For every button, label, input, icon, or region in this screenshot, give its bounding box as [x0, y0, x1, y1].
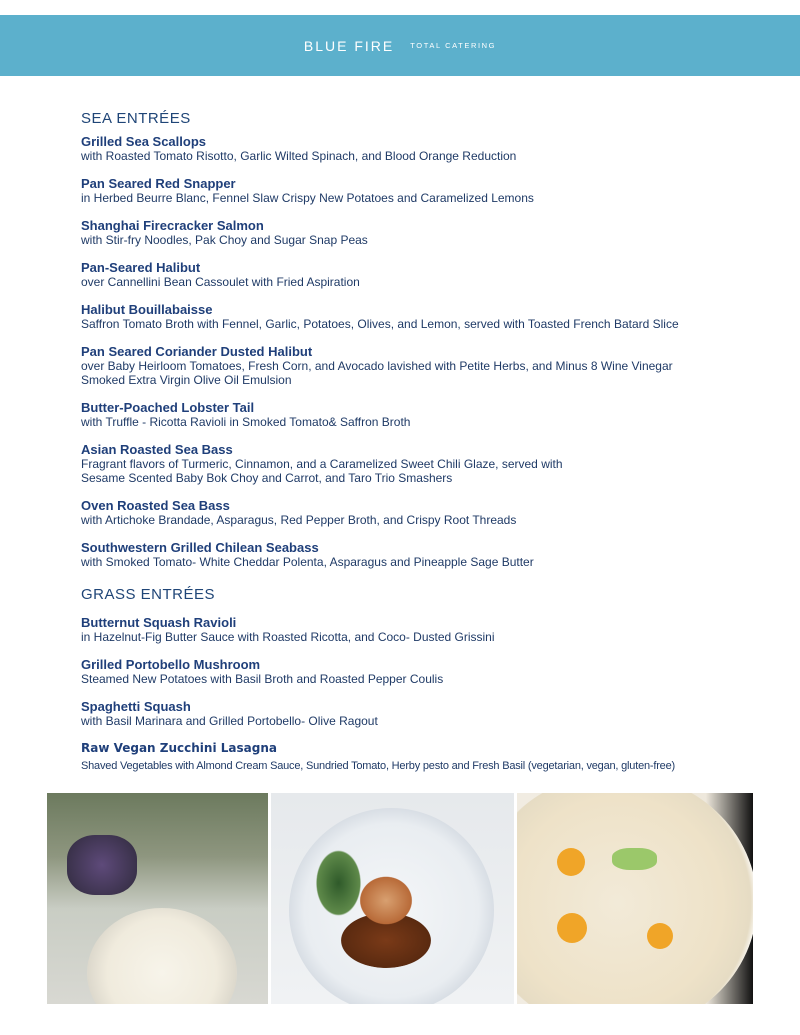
menu-item-name: Pan Seared Coriander Dusted Halibut: [81, 344, 313, 359]
menu-item-description: Steamed New Potatoes with Basil Broth and Roasted Pepper Coulis: [81, 672, 444, 686]
orchid-decor: [67, 835, 137, 895]
plate: [517, 793, 753, 1004]
menu-item: [81, 699, 781, 728]
brand-tagline: TOTAL CATERING: [410, 41, 497, 50]
menu-item-name: Grilled Sea Scallops: [81, 134, 206, 149]
menu-item-description: with Roasted Tomato Risotto, Garlic Wilted Spinach, and Blood Orange Reduction: [81, 149, 517, 163]
menu-item: [81, 302, 781, 331]
menu-item-name: Halibut Bouillabaisse: [81, 302, 213, 317]
menu-item: [81, 442, 781, 485]
menu-item: [81, 615, 781, 644]
food-photo-salmon-bok-choy: [271, 793, 514, 1004]
menu-item-description: with Artichoke Brandade, Asparagus, Red Pepper Broth, and Crispy Root Threads: [81, 513, 517, 527]
menu-item-description: in Hazelnut-Fig Butter Sauce with Roasted Ricotta, and Coco- Dusted Grissini: [81, 630, 495, 644]
menu-item-name: Oven Roasted Sea Bass: [81, 498, 230, 513]
menu-item: [81, 400, 781, 429]
menu-item-description: with Smoked Tomato- White Cheddar Polenta, Asparagus and Pineapple Sage Butter: [81, 555, 534, 569]
menu-item-name: Butternut Squash Ravioli: [81, 615, 237, 630]
menu-item: [81, 134, 781, 163]
menu-item-description: Shaved Vegetables with Almond Cream Sauce, Sundried Tomato, Herby pesto and Fresh Basil (vegetarian, vegan, gluten-free): [81, 760, 675, 772]
menu-item: [81, 176, 781, 205]
header-banner: [0, 15, 800, 76]
menu-item-name: Southwestern Grilled Chilean Seabass: [81, 540, 319, 555]
menu-item-description: over Cannellini Bean Cassoulet with Fried Aspiration: [81, 275, 360, 289]
menu-item-description: in Herbed Beurre Blanc, Fennel Slaw Crispy New Potatoes and Caramelized Lemons: [81, 191, 534, 205]
menu-item-name: Shanghai Firecracker Salmon: [81, 218, 264, 233]
menu-item-description: Fragrant flavors of Turmeric, Cinnamon, and a Caramelized Sweet Chili Glaze, served with: [81, 457, 563, 471]
menu-item-description: with Truffle - Ricotta Ravioli in Smoked Tomato& Saffron Broth: [81, 415, 411, 429]
kumquat: [557, 913, 587, 943]
menu-item-description-line2: Sesame Scented Baby Bok Choy and Carrot, and Taro Trio Smashers: [81, 471, 453, 485]
cucumber: [612, 848, 657, 870]
menu-item-name: Spaghetti Squash: [81, 699, 191, 714]
menu-item-description-line2: Smoked Extra Virgin Olive Oil Emulsion: [81, 373, 292, 387]
menu-item-name: Butter-Poached Lobster Tail: [81, 400, 255, 415]
menu-item-description: with Stir-fry Noodles, Pak Choy and Sugar Snap Peas: [81, 233, 368, 247]
menu-item-name: Pan-Seared Halibut: [81, 260, 201, 275]
kumquat: [557, 848, 585, 876]
menu-item-description: with Basil Marinara and Grilled Portobello- Olive Ragout: [81, 714, 378, 728]
menu-item: [81, 260, 781, 289]
plate: [87, 908, 237, 1004]
menu-item: [81, 218, 781, 247]
menu-item-name: Grilled Portobello Mushroom: [81, 657, 261, 672]
food-photo-citrus-crudo: [517, 793, 753, 1004]
menu-item-name: Asian Roasted Sea Bass: [81, 442, 233, 457]
menu-item-name: Pan Seared Red Snapper: [81, 176, 236, 191]
section-title-grass: GRASS ENTRÉES: [81, 586, 216, 603]
food-photo-strip: [47, 793, 753, 1004]
brand-name: BLUE FIRE: [303, 37, 395, 54]
menu: [81, 110, 781, 773]
menu-item-description: Saffron Tomato Broth with Fennel, Garlic, Potatoes, Olives, and Lemon, served with Toasted French Batard Slice: [81, 317, 679, 331]
food-photo-scallop-crudo: [47, 793, 268, 1004]
bok-choy: [311, 843, 366, 923]
menu-item: [81, 741, 781, 773]
menu-item: [81, 540, 781, 569]
menu-item: [81, 657, 781, 686]
menu-item-name: Raw Vegan Zucchini Lasagna: [81, 741, 277, 755]
menu-item: [81, 498, 781, 527]
section-title-sea: SEA ENTRÉES: [81, 110, 191, 127]
menu-item-description: over Baby Heirloom Tomatoes, Fresh Corn, and Avocado lavished with Petite Herbs, and Minus 8 Wine Vinegar: [81, 359, 673, 373]
menu-item: [81, 344, 781, 387]
kumquat: [647, 923, 673, 949]
